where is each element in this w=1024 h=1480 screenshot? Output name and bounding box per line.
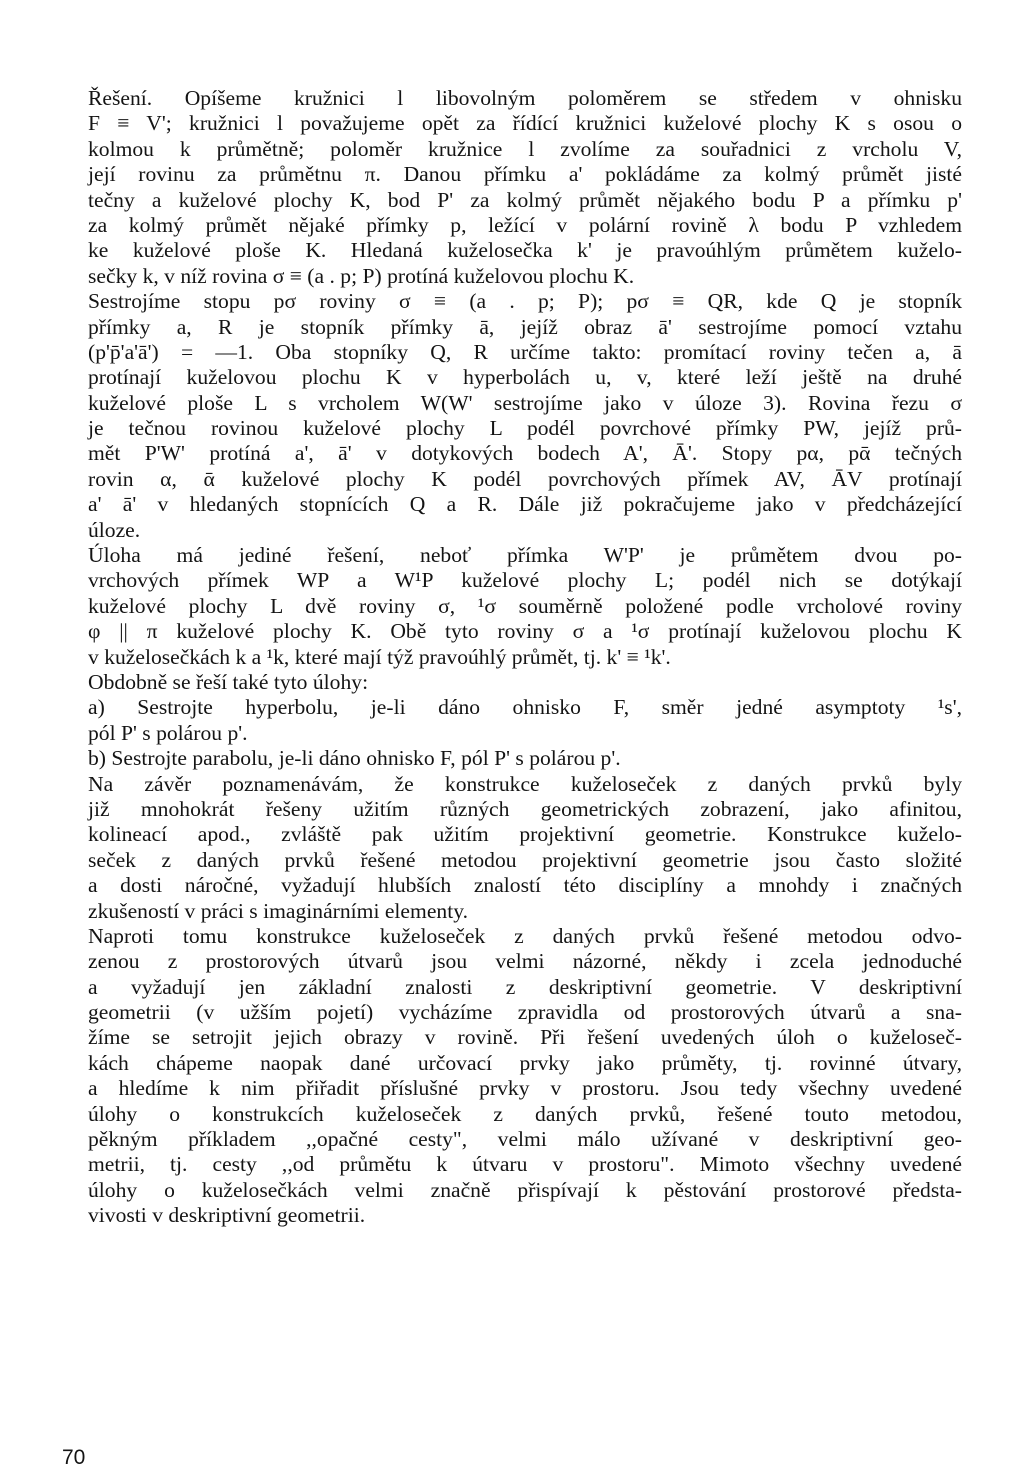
text-line: úloze. bbox=[88, 517, 141, 542]
text-line: a dosti náročné, vyžadují hlubších znalostí této disciplíny a mnohdy i značných bbox=[88, 873, 962, 898]
text-line: úlohy o konstrukcích kuželoseček z daných prvků, řešené touto metodou, bbox=[88, 1101, 962, 1126]
text-line: Sestrojíme stopu pσ roviny σ ≡ (a . p; P); pσ ≡ QR, kde Q je stopník bbox=[88, 289, 962, 314]
text-line: F ≡ V'; kružnici l považujeme opět za řídící kružnici kuželové plochy K s osou o bbox=[88, 111, 962, 136]
text-line: žíme se setrojit jejich obrazy v rovině. Při řešení uvedených úloh o kuželoseč- bbox=[88, 1025, 962, 1050]
text-line: již mnohokrát řešeny užitím různých geometrických zobrazení, jako afinitou, bbox=[88, 796, 962, 821]
text-line: Na závěr poznamenávám, že konstrukce kuželoseček z daných prvků byly bbox=[88, 771, 962, 796]
text-line: Naproti tomu konstrukce kuželoseček z daných prvků řešené metodou odvo- bbox=[88, 923, 962, 948]
text-line: tečny a kuželové plochy K, bod P' za kolmý průmět nějakého bodu P a přímku p' bbox=[88, 187, 962, 212]
text-line: pól P' s polárou p'. bbox=[88, 720, 248, 745]
text-line: (p'p̄'a'ā') = —1. Oba stopníky Q, R určíme takto: promítací roviny tečen a, ā bbox=[88, 339, 962, 364]
text-line: vivosti v deskriptivní geometrii. bbox=[88, 1203, 366, 1228]
text-line: přímky a, R je stopník přímky ā, jejíž obraz ā' sestrojíme pomocí vztahu bbox=[88, 314, 962, 339]
text-line: sečky k, v níž rovina σ ≡ (a . p; P) protíná kuželovou plochu K. bbox=[88, 263, 635, 288]
text-line: b) Sestrojte parabolu, je-li dáno ohnisko F, pól P' s polárou p'. bbox=[88, 746, 621, 771]
text-line: a) Sestrojte hyperbolu, je-li dáno ohnisko F, směr jedné asymptoty ¹s', bbox=[88, 695, 962, 720]
text-line: protínají kuželovou plochu K v hyperbolách u, v, které leží ještě na druhé bbox=[88, 365, 962, 390]
text-line: zenou z prostorových útvarů jsou velmi názorné, někdy i zcela jednoduché bbox=[88, 949, 962, 974]
body-text bbox=[88, 86, 962, 1229]
text-line: kolineací apod., zvláště pak užitím projektivní geometrie. Konstrukce kuželo- bbox=[88, 822, 962, 847]
text-line: je tečnou rovinou kuželové plochy L podél povrchové přímky PW, jejíž prů- bbox=[88, 416, 962, 441]
text-line: rovin α, ᾱ kuželové plochy K podél povrchových přímek AV, ĀV protínají bbox=[88, 466, 962, 491]
text-line: za kolmý průmět nějaké přímky p, ležící v polární rovině λ bodu P vzhledem bbox=[88, 212, 962, 237]
text-line: kuželové plochy L dvě roviny σ, ¹σ souměrně položené podle vrcholové roviny bbox=[88, 593, 962, 618]
text-line: Úloha má jediné řešení, neboť přímka W'P' je průmětem dvou po- bbox=[88, 543, 962, 568]
text-line: Řešení. Opíšeme kružnici l libovolným poloměrem se středem v ohnisku bbox=[88, 86, 962, 110]
text-line: φ || π kuželové plochy K. Obě tyto roviny σ a ¹σ protínají kuželovou plochu K bbox=[88, 619, 962, 644]
text-line: v kuželosečkách k a ¹k, které mají týž pravoúhlý průmět, tj. k' ≡ ¹k'. bbox=[88, 644, 671, 669]
text-line: zkušeností v práci s imaginárními elementy. bbox=[88, 898, 468, 923]
text-line: pěkným příkladem ,,opačné cesty", velmi málo užívané v deskriptivní geo- bbox=[88, 1127, 962, 1152]
text-line: její rovinu za průmětnu π. Danou přímku a' pokládáme za kolmý průmět jisté bbox=[88, 162, 962, 187]
text-line: a hledíme k nim přiřadit příslušné prvky v prostoru. Jsou tedy všechny uvedené bbox=[88, 1076, 962, 1101]
text-line: a' ā' v hledaných stopnících Q a R. Dále již pokračujeme jako v předcházející bbox=[88, 492, 962, 517]
text-line: metrii, tj. cesty ,,od průmětu k útvaru v prostoru". Mimoto všechny uvedené bbox=[88, 1152, 962, 1177]
text-line: mět P'W' protíná a', ā' v dotykových bodech A', Ā'. Stopy pα, pᾱ tečných bbox=[88, 441, 962, 466]
text-line: kách chápeme naopak dané určovací prvky jako průměty, tj. rovinné útvary, bbox=[88, 1050, 962, 1075]
text-line: úlohy o kuželosečkách velmi značně přispívají k pěstování prostorové předsta- bbox=[88, 1177, 962, 1202]
text-line: geometrii (v užším pojetí) vycházíme zpravidla od prostorových útvarů a sna- bbox=[88, 1000, 962, 1025]
page-number: 70 bbox=[62, 1446, 86, 1469]
text-line: ke kuželové ploše K. Hledaná kuželosečka k' je pravoúhlým průmětem kuželo- bbox=[88, 238, 962, 263]
text-line: vrchových přímek WP a W¹P kuželové plochy L; podél nich se dotýkají bbox=[88, 568, 962, 593]
text-line: Obdobně se řeší také tyto úlohy: bbox=[88, 669, 369, 694]
text-line: kuželové ploše L s vrcholem W(W' sestrojíme jako v úloze 3). Rovina řezu σ bbox=[88, 390, 962, 415]
text-line: kolmou k průmětně; poloměr kružnice l zvolíme za souřadnici z vrcholu V, bbox=[88, 136, 962, 161]
text-line: a vyžadují jen základní znalosti z deskriptivní geometrie. V deskriptivní bbox=[88, 974, 962, 999]
text-line: seček z daných prvků řešené metodou projektivní geometrie jsou často složité bbox=[88, 847, 962, 872]
